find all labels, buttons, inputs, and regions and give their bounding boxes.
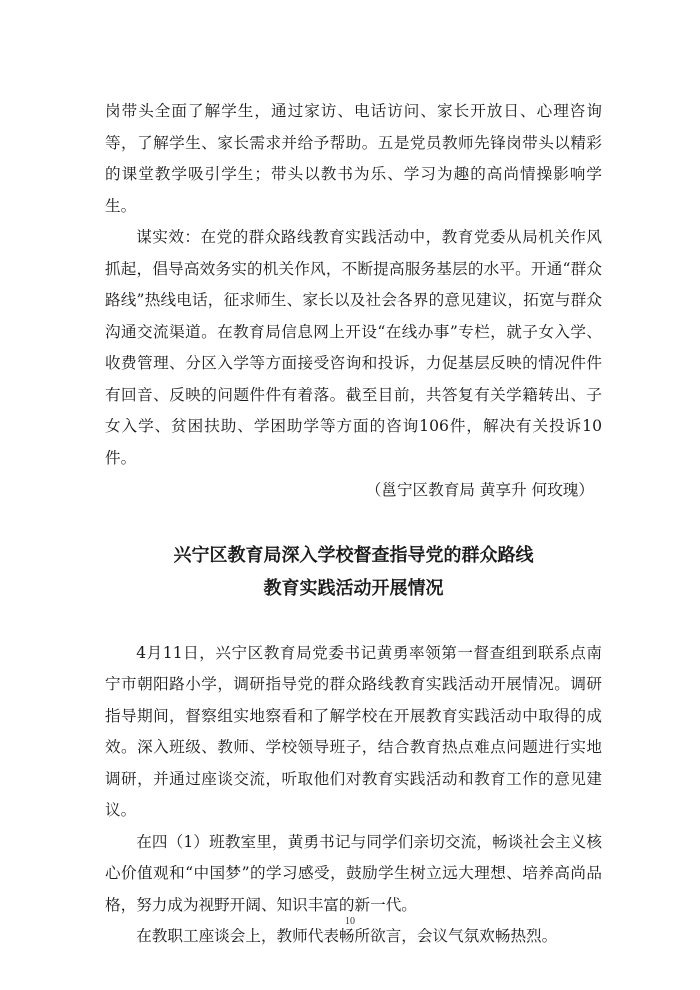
page-number: 10 [345, 916, 355, 927]
article2-paragraph-symposium: 在教职工座谈会上，教师代表畅所欲言，会议气氛欢畅热烈。 [136, 927, 558, 945]
article1-paragraph-practical-results: 谋实效：在党的群众路线教育实践活动中，教育党委从局机关作风抓起，倡导高效务实的机关作风，不断提高服务基层的水平。开通“群众路线”热线电话，征求师生、家长以及社会各界的意见建议，拓宽与群众沟通交流渠道。在教育局信息网上开设“在线办事”专栏，就子女入学、收费管理、分区入学等方面接受咨询和投诉，力促基层反映的情况件件有回音、反映的问题件件有着落。截至目前，共答复有关学籍转出、子女入学、贫困扶助、学困助学等方面的咨询106件，解决有关投诉10件。 [105, 228, 602, 467]
article1-continued-paragraph: 岗带头全面了解学生，通过家访、电话访问、家长开放日、心理咨询等，了解学生、家长需求并给予帮助。五是党员教师先锋岗带头以精彩的课堂教学吸引学生；带头以教书为乐、学习为趣的高尚情操影响学生。 [105, 102, 602, 215]
article2-paragraph-inspection: 4月11日，兴宁区教育局党委书记黄勇率领第一督查组到联系点南宁市朝阳路小学，调研指导党的群众路线教育实践活动开展情况。调研指导期间，督察组实地察看和了解学校在开展教育实践活动中取得的成效。深入班级、教师、学校领导班子，结合教育热点难点问题进行实地调研，并通过座谈交流，听取他们对教育实践活动和教育工作的意见建议。 [105, 643, 602, 819]
document-page [105, 96, 602, 953]
article2-paragraph-classroom: 在四（1）班教室里，黄勇书记与同学们亲切交流，畅谈社会主义核心价值观和“中国梦”的学习感受，鼓励学生树立远大理想、培养高尚品格，努力成为视野开阔、知识丰富的新一代。 [105, 832, 602, 914]
article2-title-line1: 兴宁区教育局深入学校督查指导党的群众路线 [173, 544, 534, 566]
article2-title [105, 539, 602, 605]
article2-title-line2: 教育实践活动开展情况 [263, 577, 444, 599]
article1-byline: （邕宁区教育局 黄享升 何玫瑰） [365, 481, 594, 499]
